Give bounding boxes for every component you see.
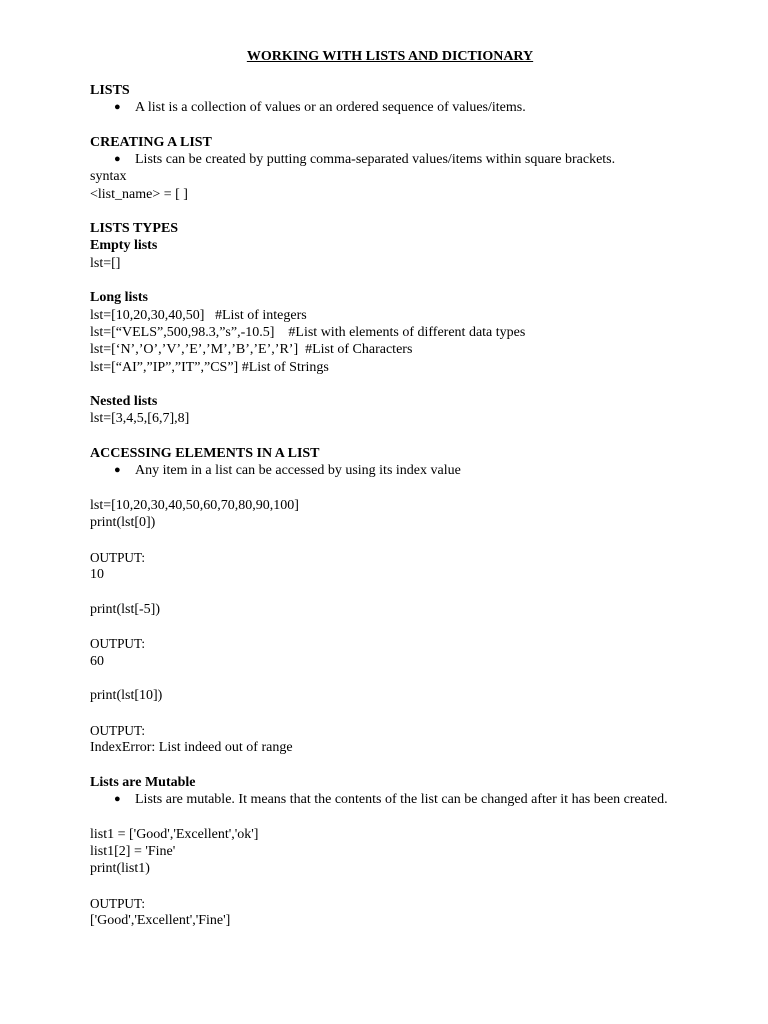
page-title: WORKING WITH LISTS AND DICTIONARY xyxy=(246,49,534,64)
bullet-icon: ● xyxy=(114,152,121,165)
bullet-text: Lists can be created by putting comma-separated values/items within square brackets. xyxy=(135,151,616,167)
output-value: ['Good','Excellent','Fine'] xyxy=(90,913,231,929)
list-item xyxy=(90,99,690,116)
types-heading: LISTS TYPES xyxy=(90,221,179,237)
code-line: lst=[‘N’,’O’,’V’,’E’,’M’,’B’,’E’,’R’] #List of Characters xyxy=(90,342,413,358)
code-line: print(lst[0]) xyxy=(90,515,156,531)
empty-lists-heading: Empty lists xyxy=(90,238,158,254)
nested-lists-heading: Nested lists xyxy=(90,394,158,410)
list-item xyxy=(90,462,690,479)
output-value: 60 xyxy=(90,653,104,669)
code-line: lst=[3,4,5,[6,7],8] xyxy=(90,411,190,427)
code-line: print(lst[10]) xyxy=(90,688,163,704)
output-value: 10 xyxy=(90,567,104,583)
list-item xyxy=(90,791,690,808)
list-item xyxy=(90,151,690,168)
syntax-label: syntax xyxy=(90,169,127,185)
bullet-icon: ● xyxy=(114,792,121,805)
syntax-code: <list_name> = [ ] xyxy=(90,186,188,202)
bullet-text: Lists are mutable. It means that the contents of the list can be changed after it has been created. xyxy=(135,791,668,807)
bullet-icon: ● xyxy=(114,464,121,477)
code-line: print(lst[-5]) xyxy=(90,601,160,617)
code-line: lst=[“VELS”,500,98.3,”s”,-10.5] #List with elements of different data types xyxy=(90,324,526,340)
output-label: OUTPUT: xyxy=(90,722,146,738)
output-value: IndexError: List indeed out of range xyxy=(90,740,293,756)
lists-heading: LISTS xyxy=(90,82,130,98)
accessing-heading: ACCESSING ELEMENTS IN A LIST xyxy=(90,446,320,462)
creating-heading: CREATING A LIST xyxy=(90,134,212,150)
code-line: lst=[10,20,30,40,50,60,70,80,90,100] xyxy=(90,497,299,513)
output-label: OUTPUT: xyxy=(90,549,146,565)
code-line: print(list1) xyxy=(90,861,150,877)
bullet-icon: ● xyxy=(114,101,121,114)
code-line: list1 = ['Good','Excellent','ok'] xyxy=(90,826,259,842)
output-label: OUTPUT: xyxy=(90,636,146,652)
mutable-heading: Lists are Mutable xyxy=(90,774,196,790)
bullet-text: A list is a collection of values or an ordered sequence of values/items. xyxy=(135,100,526,116)
code-line: lst=[10,20,30,40,50] #List of integers xyxy=(90,307,307,323)
code-line: list1[2] = 'Fine' xyxy=(90,843,176,859)
output-label: OUTPUT: xyxy=(90,895,146,911)
long-lists-heading: Long lists xyxy=(90,290,148,306)
document-page xyxy=(90,48,690,929)
code-line: lst=[“AI”,”IP”,”IT”,”CS”] #List of Strings xyxy=(90,359,329,375)
bullet-text: Any item in a list can be accessed by using its index value xyxy=(135,463,461,479)
code-line: lst=[] xyxy=(90,255,121,271)
